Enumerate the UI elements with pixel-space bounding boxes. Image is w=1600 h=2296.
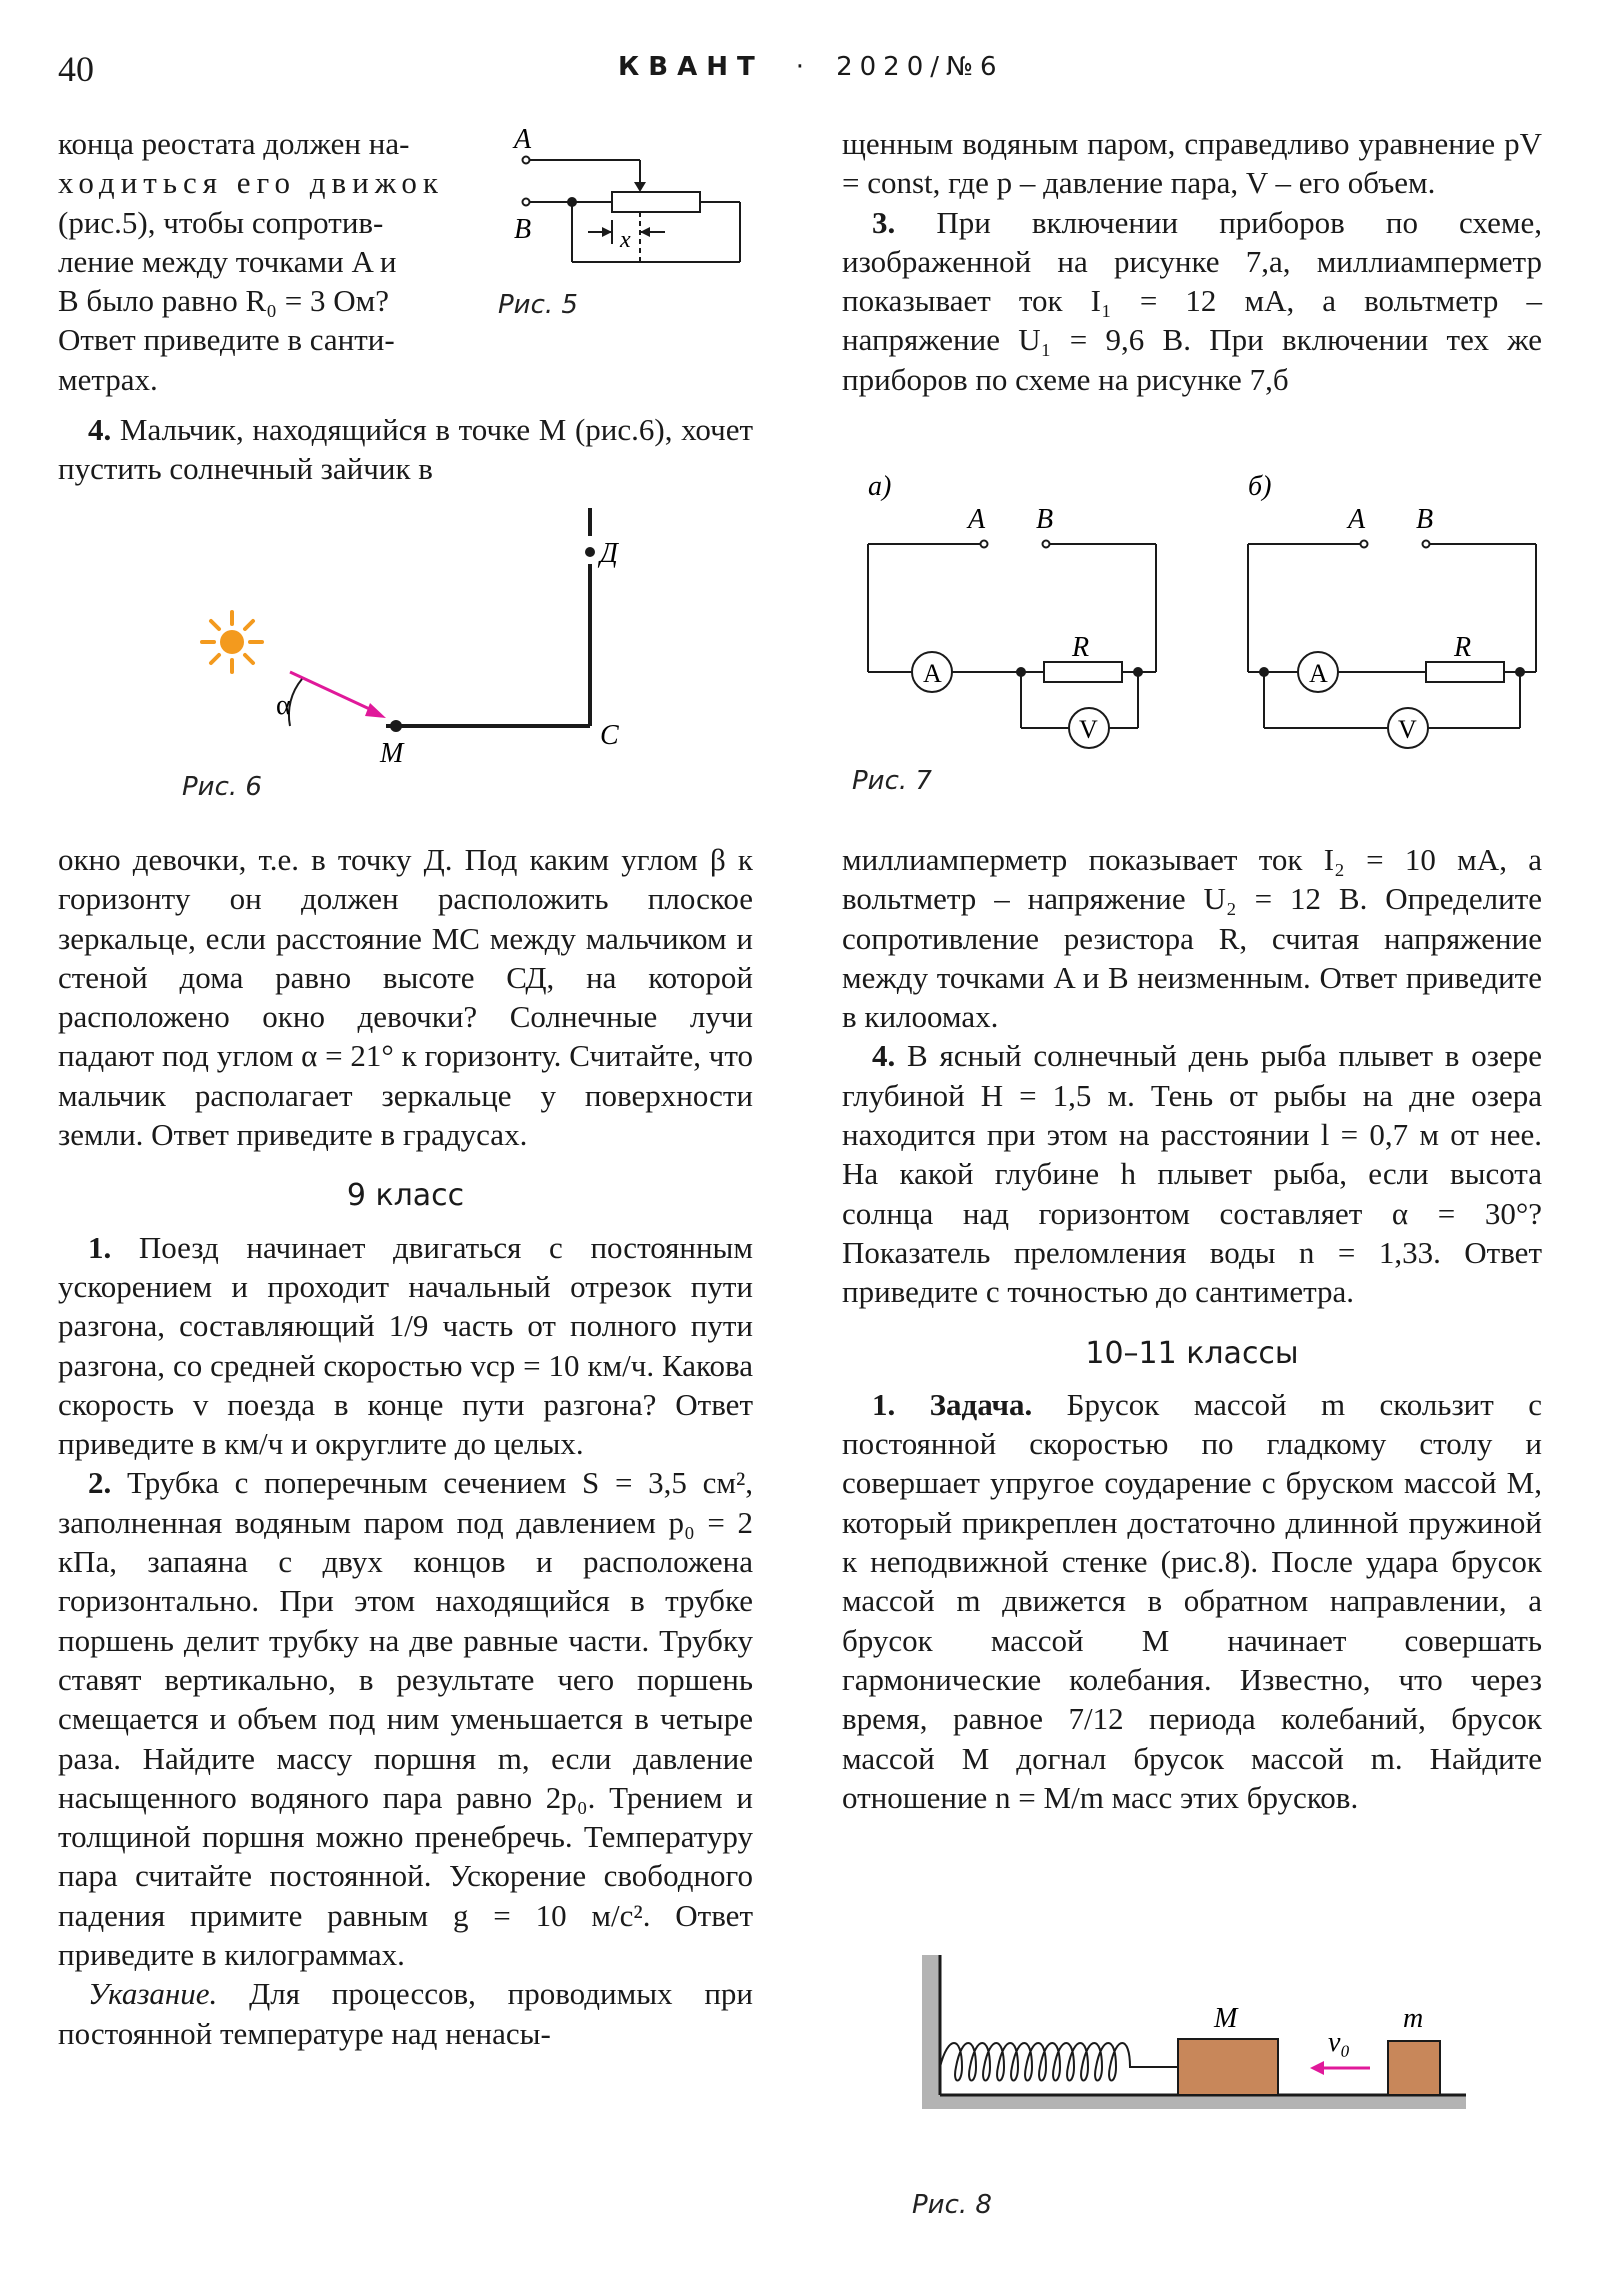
fig5-label-a: A	[514, 124, 532, 155]
section-heading-9: 9 класс	[346, 1178, 465, 1214]
journal-issue: 2020/№6	[836, 52, 1004, 82]
problem-3-rest: миллиамперметр показывает ток I₂ = 10 мА, а вольтметр – напряжение U₂ = 12 В. Определите сопротивление резистора R, считая напряжение между точками A и B неизменным. Ответ приведите в килоомах.	[842, 842, 1542, 1035]
page-number: 40	[58, 49, 94, 89]
block-big	[1178, 2039, 1278, 2095]
fig7-sub-a: а)	[868, 471, 892, 502]
fig8-label-small: m	[1403, 2003, 1424, 2034]
right-column-body	[842, 840, 1542, 1817]
figure-7	[848, 460, 1548, 770]
fig6-label-d: Д	[600, 538, 618, 569]
fig7-a-label-b: B	[1036, 504, 1054, 535]
problem-text: Мальчик, находящийся в точке M (рис.6), хочет пустить солнечный зайчик в	[58, 412, 754, 487]
voltmeter-b-label: V	[1398, 715, 1417, 744]
problem-4-left-start	[58, 410, 753, 489]
fig8-label-v: v₀	[1328, 2027, 1351, 2058]
junction-node	[567, 197, 577, 207]
left-cont-line: конца реостата должен на-	[58, 126, 410, 161]
fig7-b-label-b: B	[1416, 504, 1434, 535]
header-separator: ·	[795, 52, 805, 82]
point-d	[585, 547, 595, 557]
left-cont-line: ление между точками A и	[58, 243, 397, 279]
hint-label: Указание.	[88, 1976, 218, 2012]
left-cont-line: B было равно R₀ = 3 Ом?	[58, 283, 389, 319]
fig7-b-label-a: A	[1348, 504, 1366, 535]
hint-text: Для процессов, проводимых при постоянной температуре над ненасы-	[58, 1976, 754, 2051]
figure-6	[190, 500, 660, 790]
right-column-top	[842, 124, 1542, 399]
fig7-a-label-r: R	[1072, 632, 1090, 663]
spring	[940, 2043, 1178, 2081]
problem-number: 4.	[872, 1038, 896, 1074]
terminal-b-node	[523, 199, 530, 206]
problem-4-left-rest: окно девочки, т.е. в точку Д. Под каким углом β к горизонту он должен расположить плоское зеркальце, если расстояние MC между мальчиком и стеной дома равно высоте СД, на которой расположено окно девочки? Солнечные лучи падают под углом α = 21° к горизонту. Считайте, что мальчик располагает зеркальце у поверхности земли. Ответ приведите в градусах.	[58, 842, 753, 1153]
problem-text: Поезд начинает двигаться с постоянным ускорением и проходит начальный отрезок пути разгона, составляющий 1/9 часть от полного пути разгона, со средней скоростью vср = 10 км/ч. Какова скорость v поезда в конце пути разгона? Ответ приведите в км/ч и округлите до целых.	[58, 1229, 753, 1462]
velocity-arrowhead	[1310, 2061, 1324, 2075]
left-continuation	[58, 124, 476, 399]
fig6-label-alpha: α	[276, 690, 291, 721]
left-cont-line: (рис.5), чтобы сопротив-	[58, 204, 384, 240]
problem-text: При включении приборов по схеме, изображенной на рисунке 7,а, миллиамперметр показывает ток I₁ = 12 мА, а вольтметр – напряжение U₁ = 9,6 В. При включении тех же приборов по схеме на рисунке 7,б	[842, 204, 1543, 397]
left-cont-line: Ответ приведите в санти-	[58, 322, 395, 358]
journal-title: КВАНТ	[618, 52, 764, 82]
figure-8	[918, 1955, 1478, 2115]
task-label: Задача.	[929, 1386, 1033, 1422]
terminal-a-node	[523, 157, 530, 164]
fig8-label-big: M	[1214, 2003, 1238, 2034]
ammeter-b-label: A	[1309, 659, 1328, 688]
figure-7-caption: Рис. 7	[852, 766, 932, 796]
ammeter-a-label: A	[923, 659, 942, 688]
problem-number: 1.	[88, 1229, 112, 1265]
problem-number: 1.	[872, 1386, 896, 1422]
fig7-a-label-a: A	[968, 504, 986, 535]
problem-text: Брусок массой m скользит с постоянной скоростью по гладкому столу и совершает упругое соударение с бруском массой M, который прикреплен достаточно длинной пружиной к неподвижной стенке (рис.8). После удара брусок массой m движется в обратном направлении, а брусок массой M начинает совершать гармонические колебания. Известно, что через время, равное 7/12 периода колебаний, брусок массой M догнал брусок массой m. Найдите отношение n = M/m масс этих брусков.	[842, 1386, 1543, 1815]
fig5-label-x: x	[620, 227, 631, 253]
figure-8-caption: Рис. 8	[912, 2190, 992, 2220]
fig5-label-b: B	[514, 214, 532, 245]
right-continuation: щенным водяным паром, справедливо уравнение pV = const, где p – давление пара, V – его объем.	[842, 126, 1542, 201]
point-m	[390, 720, 402, 732]
left-cont-line: метрах.	[58, 361, 158, 397]
problem-number: 3.	[872, 204, 896, 240]
figure-5-caption: Рис. 5	[498, 290, 578, 320]
problem-text: В ясный солнечный день рыба плывет в озере глубиной H = 1,5 м. Тень от рыбы на дне озера находится при этом на расстоянии l = 0,7 м от нее. На какой глубине h плывет рыба, если высота солнца над горизонтом составляет α = 30°? Показатель преломления воды n = 1,33. Ответ приведите с точностью до сантиметра.	[842, 1038, 1542, 1310]
problem-number: 4.	[88, 412, 112, 447]
journal-header	[618, 52, 1004, 82]
ray-arrowhead	[365, 703, 386, 718]
fig6-label-c: C	[600, 720, 619, 751]
left-column-body	[58, 840, 753, 2053]
fig6-label-m: M	[380, 738, 404, 769]
fig7-sub-b: б)	[1248, 471, 1272, 502]
block-small	[1388, 2041, 1440, 2095]
problem-text: Трубка с поперечным сечением S = 3,5 см², заполненная водяным паром под давлением p₀ = 2 кПа, запаяна с двух концов и расположена горизонтально. При этом находящийся в трубке поршень делит трубку на две равные части. Трубку ставят вертикально, в результате чего поршень смещается и объем под ним уменьшается в четыре раза. Найдите массу поршня m, если давление насыщенного водяного пара равно 2p₀. Трением и толщиной поршня можно пренебречь. Температуру пара считайте постоянной. Ускорение свободного падения примите равным g = 10 м/с². Ответ приведите в килограммах.	[58, 1465, 753, 1973]
voltmeter-a-label: V	[1079, 715, 1098, 744]
section-heading-10-11: 10–11 классы	[1085, 1335, 1299, 1371]
fig7-b-label-r: R	[1454, 632, 1472, 663]
problem-number: 2.	[88, 1465, 112, 1501]
left-cont-line: ходиться его движок	[58, 165, 444, 201]
figure-6-caption: Рис. 6	[182, 772, 262, 802]
